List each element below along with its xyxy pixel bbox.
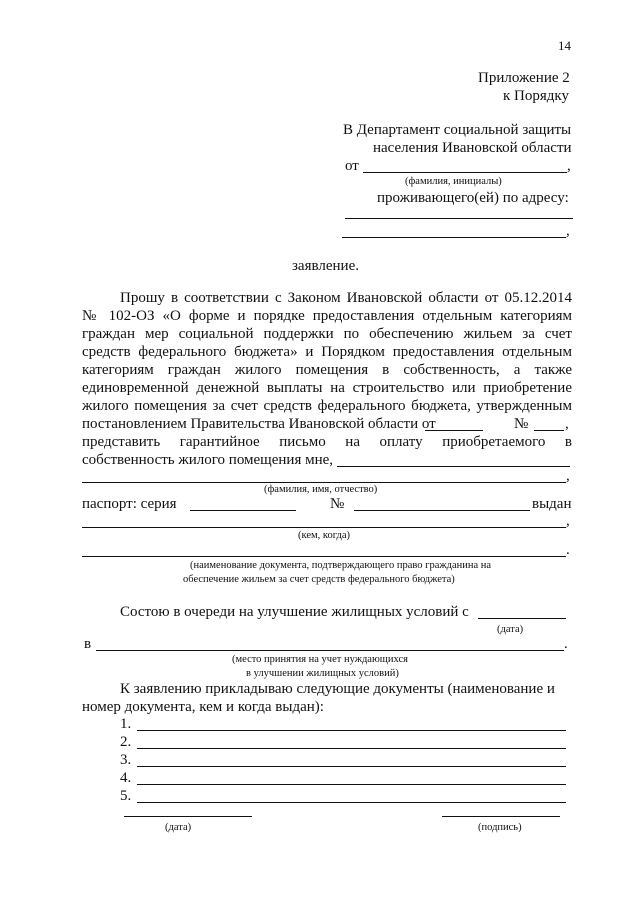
order-label: к Порядку <box>503 88 569 104</box>
queue-place-caption-2: в улучшении жилищных условий) <box>246 668 399 679</box>
address-field-1[interactable] <box>345 218 573 219</box>
right-document-field[interactable] <box>82 556 566 557</box>
attachment-number-3: 3. <box>120 752 132 768</box>
applicant-name-caption: (фамилия, имя, отчество) <box>264 484 378 495</box>
document-title: заявление. <box>292 258 359 274</box>
resolution-comma: , <box>565 416 569 432</box>
body-line-4: средств федерального бюджета» и Порядком предоставления отдельным <box>82 344 572 360</box>
queue-text: Состою в очереди на улучшение жилищных условий с <box>120 604 469 620</box>
right-document-caption-2: обеспечение жильем за счет средств федерального бюджета) <box>183 574 455 585</box>
signature-date-caption: (дата) <box>165 822 192 833</box>
passport-no-label: № <box>330 496 345 512</box>
body-line-8: постановлением Правительства Ивановской области от <box>82 416 436 432</box>
signature-field[interactable] <box>442 816 560 817</box>
from-caption: (фамилия, инициалы) <box>405 176 502 187</box>
body-line-9: представить гарантийное письмо на оплату приобретаемого в <box>82 434 572 450</box>
address-field-2[interactable] <box>342 237 566 238</box>
attachment-field-5[interactable] <box>137 802 566 803</box>
body-line-1: Прошу в соответствии с Законом Ивановской области от 05.12.2014 <box>120 290 572 306</box>
body-line-3: граждан мер социальной поддержки по обеспечению жильем за счет <box>82 326 572 342</box>
body-line-6: единовременной денежной выплаты на строительство или приобретение <box>82 380 572 396</box>
attachments-intro-2: номер документа, кем и когда выдан): <box>82 699 324 715</box>
resolution-no-label: № <box>514 416 529 432</box>
signature-date-field[interactable] <box>124 816 252 817</box>
attachment-field-4[interactable] <box>137 784 566 785</box>
passport-comma: , <box>566 513 570 529</box>
attachment-field-1[interactable] <box>137 730 566 731</box>
resolution-number-field[interactable] <box>534 430 564 431</box>
from-name-field[interactable] <box>363 172 567 173</box>
applicant-name-field-1[interactable] <box>337 466 570 467</box>
page-number: 14 <box>558 38 571 53</box>
queue-date-field[interactable] <box>478 618 566 619</box>
passport-series-label: паспорт: серия <box>82 496 177 512</box>
passport-number-field[interactable] <box>354 510 530 511</box>
passport-caption: (кем, когда) <box>298 530 350 541</box>
attachment-number-5: 5. <box>120 788 132 804</box>
queue-place-caption-1: (место принятия на учет нуждающихся <box>232 654 408 665</box>
appendix-label: Приложение 2 <box>478 70 570 86</box>
queue-place-dot: . <box>564 636 568 652</box>
passport-issued-label: выдан <box>532 496 572 512</box>
queue-date-caption: (дата) <box>497 624 524 635</box>
body-line-5: категориям граждан жилого помещения в собственность, а также <box>82 362 572 378</box>
body-line-7: жилого помещения за счет средств федерального бюджета, утвержденным <box>82 398 572 414</box>
attachment-field-3[interactable] <box>137 766 566 767</box>
body-line-10: собственность жилого помещения мне, <box>82 452 334 468</box>
address-comma: , <box>566 223 570 239</box>
residing-label: проживающего(ей) по адресу: <box>377 190 569 206</box>
attachment-number-4: 4. <box>120 770 132 786</box>
applicant-name-comma: , <box>566 468 570 484</box>
attachment-number-2: 2. <box>120 734 132 750</box>
from-label: от <box>345 158 359 174</box>
attachment-field-2[interactable] <box>137 748 566 749</box>
resolution-date-field[interactable] <box>425 430 483 431</box>
from-comma: , <box>567 158 571 174</box>
right-document-caption-1: (наименование документа, подтверждающего право гражданина на <box>190 560 492 571</box>
addressee-line-2: населения Ивановской области <box>373 140 572 156</box>
signature-caption: (подпись) <box>478 822 522 833</box>
passport-issuer-field[interactable] <box>82 527 566 528</box>
queue-in-label: в <box>84 636 92 652</box>
attachments-intro-1: К заявлению прикладываю следующие документы (наименование и <box>120 681 555 697</box>
right-document-dot: . <box>566 542 570 558</box>
queue-place-field[interactable] <box>96 650 564 651</box>
body-line-2: № 102-ОЗ «О форме и порядке предоставления отдельным категориям <box>82 308 572 324</box>
attachment-number-1: 1. <box>120 716 132 732</box>
applicant-name-field-2[interactable] <box>82 482 566 483</box>
passport-series-field[interactable] <box>190 510 296 511</box>
addressee-line-1: В Департамент социальной защиты <box>343 122 572 138</box>
